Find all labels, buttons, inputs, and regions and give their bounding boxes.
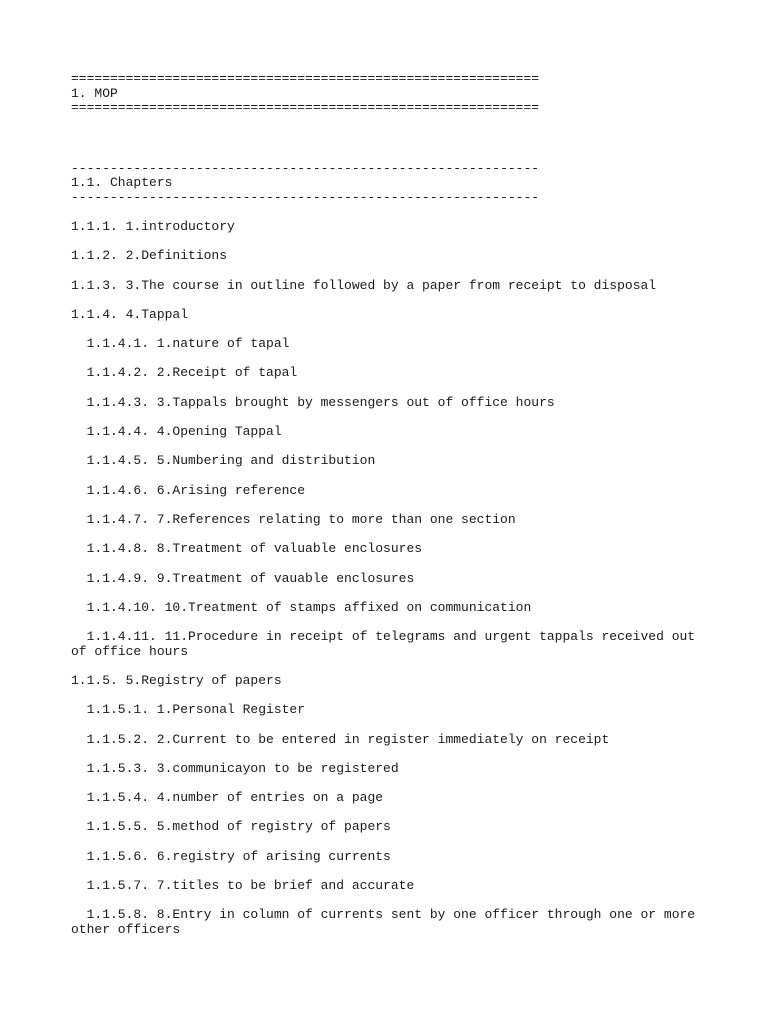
- chapter-item: 1.1.4. 4.Tappal: [71, 306, 189, 322]
- chapter-subitem: 1.1.5.1. 1.Personal Register: [86, 702, 306, 718]
- double-rule-top: ============================================================: [71, 71, 540, 86]
- double-rule-bottom: ============================================================: [71, 100, 540, 115]
- chapter-subitem: 1.1.4.6. 6.Arising reference: [86, 482, 306, 498]
- chapter-subitem: 1.1.4.9. 9.Treatment of vauable enclosures: [86, 570, 415, 586]
- section-title: 1. MOP: [71, 85, 118, 101]
- chapter-subitem: 1.1.4.11. 11.Procedure in receipt of telegrams and urgent tappals received out of office hours: [71, 629, 703, 659]
- chapter-subitem: 1.1.5.3. 3.communicayon to be registered: [86, 760, 399, 776]
- chapter-subitem: 1.1.4.4. 4.Opening Tappal: [86, 424, 282, 440]
- chapter-item: 1.1.1. 1.introductory: [71, 219, 235, 234]
- chapter-subitem: 1.1.4.3. 3.Tappals brought by messengers out of office hours: [86, 394, 555, 410]
- chapter-subitem: 1.1.4.10. 10.Treatment of stamps affixed on communication: [86, 599, 532, 615]
- chapter-subitem: 1.1.4.7. 7.References relating to more than one section: [86, 511, 516, 527]
- chapter-subitem: 1.1.5.4. 4.number of entries on a page: [86, 790, 384, 806]
- chapter-subitem: 1.1.5.2. 2.Current to be entered in register immediately on receipt: [86, 731, 610, 747]
- chapter-subitem: 1.1.5.7. 7.titles to be brief and accurate: [86, 878, 415, 894]
- chapter-subitem: 1.1.5.6. 6.registry of arising currents: [86, 848, 391, 864]
- chapter-item: 1.1.5. 5.Registry of papers: [71, 672, 282, 688]
- chapter-list: [71, 220, 711, 937]
- single-rule-top: ------------------------------------------------------------: [71, 160, 540, 176]
- chapter-subitem: 1.1.4.5. 5.Numbering and distribution: [86, 453, 376, 469]
- subsection-title: 1.1. Chapters: [71, 175, 173, 190]
- chapter-subitem: 1.1.4.1. 1.nature of tapal: [86, 336, 290, 352]
- chapter-subitem: 1.1.4.8. 8.Treatment of valuable enclosures: [86, 541, 423, 557]
- single-rule-bottom: ------------------------------------------------------------: [71, 189, 540, 205]
- chapter-subitem: 1.1.4.2. 2.Receipt of tapal: [86, 365, 298, 381]
- chapter-item: 1.1.2. 2.Definitions: [71, 248, 228, 264]
- document-page: [71, 72, 711, 952]
- chapter-subitem: 1.1.5.8. 8.Entry in column of currents sent by one officer through one or more other officers: [71, 907, 703, 937]
- chapter-item: 1.1.3. 3.The course in outline followed by a paper from receipt to disposal: [71, 277, 657, 293]
- chapter-subitem: 1.1.5.5. 5.method of registry of papers: [86, 819, 391, 835]
